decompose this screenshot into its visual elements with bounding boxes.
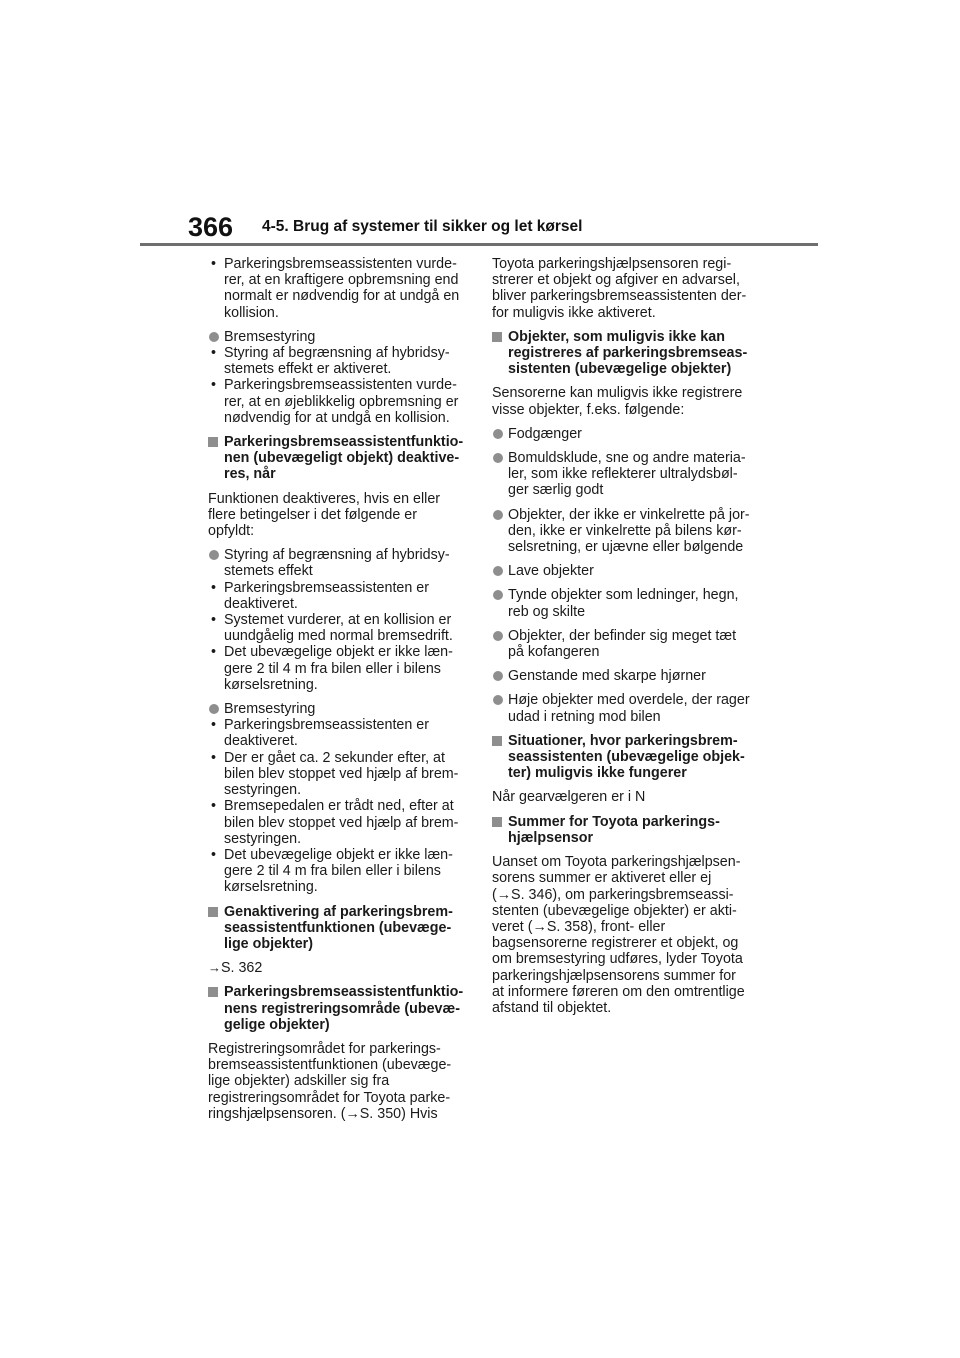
circle-bullet-icon <box>493 429 503 439</box>
dot-item-title: Bremsestyring <box>208 329 476 345</box>
content-block <box>492 385 760 417</box>
square-marker-icon <box>208 437 218 447</box>
circle-bullet-icon <box>209 550 219 560</box>
content-block <box>208 329 476 426</box>
page-number: 366 <box>188 212 234 242</box>
bullet-mark: • <box>211 846 217 863</box>
circle-bullet-icon <box>209 332 219 342</box>
dot-item: Genstande med skarpe hjørner <box>492 668 760 684</box>
content-block <box>208 984 476 1033</box>
dot-item: Tynde objekter som ledninger, hegn, reb og skilte <box>492 587 760 619</box>
dot-item-title: Bremsestyring <box>208 701 476 717</box>
subheading: Situationer, hvor parkeringsbrem- seassistenten (ubevægelige objek- ter) muligvis ikke fungerer <box>492 733 760 782</box>
content-block <box>492 814 760 846</box>
bullet-mark: • <box>211 749 217 766</box>
bullet-item: • Det ubevægelige objekt er ikke læn- gere 2 til 4 m fra bilen eller i bilens kørselsretning. <box>211 644 453 693</box>
content-block <box>492 854 760 1016</box>
bullet-item: • Parkeringsbremseassistenten vurde- rer, at en øjeblikkelig opbremsning er nødvendig for at undgå en kollision. <box>211 377 459 426</box>
content-block <box>208 904 476 953</box>
dot-item: Fodgænger <box>492 426 760 442</box>
square-marker-icon <box>208 907 218 917</box>
bullet-item: • Parkeringsbremseassistenten er deaktiveret. <box>211 579 430 612</box>
content-block <box>208 547 476 693</box>
bullet-item: • Det ubevægelige objekt er ikke læn- gere 2 til 4 m fra bilen eller i bilens kørselsretning. <box>211 846 453 896</box>
bullet-item: • Systemet vurderer, at en kollision er uundgåelig med normal bremsedrift. <box>211 612 453 645</box>
content-block <box>492 256 760 321</box>
bullet-mark: • <box>211 717 217 734</box>
content-block <box>492 587 760 619</box>
dot-item: Objekter, der befinder sig meget tæt på kofangeren <box>492 628 760 660</box>
section-title: 4-5. Brug af systemer til sikker og let kørsel <box>262 218 583 235</box>
content-block <box>492 426 760 442</box>
page-reference: →S. 362 <box>208 960 263 977</box>
bullet-mark: • <box>211 612 217 629</box>
content-block <box>208 434 476 483</box>
content-block <box>208 701 476 895</box>
bullet-mark: • <box>211 345 217 362</box>
content-block <box>492 329 760 378</box>
paragraph: Registreringsområdet for parkerings- bremseassistentfunktionen (ubevæge- lige objekter) adskiller sig fra registreringsområdet for Toyota parke- ringshjælpsensoren. (→S. 350) Hvis <box>208 1040 452 1122</box>
paragraph: Sensorerne kan muligvis ikke registrere visse objekter, f.eks. følgende: <box>492 385 743 418</box>
dot-item-title: Styring af begrænsning af hybridsy- stemets effekt <box>208 547 476 579</box>
dot-item: Høje objekter med overdele, der rager udad i retning mod bilen <box>492 692 760 724</box>
paragraph: Toyota parkeringshjælpsensoren regi- strerer et objekt og afgiver en advarsel, bliver parkeringsbremseassistenten der- for muligvis ikke aktiveret. <box>492 256 747 321</box>
square-marker-icon <box>492 817 502 827</box>
bullet-mark: • <box>211 377 217 394</box>
content-block <box>492 450 760 499</box>
content-block <box>492 789 760 805</box>
arrow-right-icon: → <box>208 960 221 976</box>
dot-item: Bomuldsklude, sne og andre materia- ler, som ikke reflekterer ultralydsbøl- ger særlig godt <box>492 450 760 499</box>
content-block <box>492 507 760 556</box>
circle-bullet-icon <box>493 671 503 681</box>
subheading: Genaktivering af parkeringsbrem- seassistentfunktionen (ubevæge- lige objekter) <box>208 904 476 953</box>
circle-bullet-icon <box>493 590 503 600</box>
bullet-item: • Parkeringsbremseassistenten er deaktiveret. <box>211 717 430 750</box>
bullet-item: • Der er gået ca. 2 sekunder efter, at bilen blev stoppet ved hjælp af brem- sestyringen. <box>211 749 459 799</box>
content-block <box>208 1041 476 1122</box>
content-block <box>208 960 476 976</box>
content-block <box>492 668 760 684</box>
bullet-item: • Parkeringsbremseassistenten vurde- rer, at en kraftigere opbremsning end normalt er nødvendig for at undgå en kollision. <box>211 256 460 321</box>
circle-bullet-icon <box>209 704 219 714</box>
circle-bullet-icon <box>493 631 503 641</box>
content-block <box>492 692 760 724</box>
square-marker-icon <box>492 332 502 342</box>
content-block <box>492 628 760 660</box>
paragraph: Når gearvælgeren er i N <box>492 789 646 806</box>
subheading: Objekter, som muligvis ikke kan registreres af parkeringsbremseas- sistenten (ubevægelige objekter) <box>492 329 760 378</box>
paragraph: Uanset om Toyota parkeringshjælpsen- sorens summer er aktiveret eller ej (→S. 346), om parkeringsbremseassi- stenten (ubevægelige objekter) er akti- veret (→S. 358), front- eller bagsensorerne registrerer et objekt, og om bremsestyring udføres, lyder Toyota parkeringshjælpsensorens summer for at informere føreren om den omtrentlige afstand til objektet. <box>492 854 745 1016</box>
dot-item: Lave objekter <box>492 563 760 579</box>
subheading: Summer for Toyota parkerings- hjælpsensor <box>492 814 760 846</box>
paragraph: Funktionen deaktiveres, hvis en eller flere betingelser i det følgende er opfyldt: <box>208 490 441 540</box>
subheading: Parkeringsbremseassistentfunktio- nen (ubevægeligt objekt) deaktive- res, når <box>208 434 476 483</box>
bullet-mark: • <box>211 644 217 661</box>
content-block <box>208 491 476 540</box>
circle-bullet-icon <box>493 695 503 705</box>
header-divider <box>140 243 818 246</box>
bullet-mark: • <box>211 256 217 272</box>
circle-bullet-icon <box>493 510 503 520</box>
subheading: Parkeringsbremseassistentfunktio- nens registreringsområde (ubevæ- gelige objekter) <box>208 984 476 1033</box>
square-marker-icon <box>492 736 502 746</box>
page-header <box>0 0 960 250</box>
content-block <box>208 256 476 321</box>
circle-bullet-icon <box>493 566 503 576</box>
dot-item: Objekter, der ikke er vinkelrette på jor- den, ikke er vinkelrette på bilens kør- selsretning, er ujævne eller bølgende <box>492 507 760 556</box>
square-marker-icon <box>208 987 218 997</box>
content-block <box>492 733 760 782</box>
bullet-item: • Bremsepedalen er trådt ned, efter at bilen blev stoppet ved hjælp af brem- sestyringen. <box>211 798 459 847</box>
right-column <box>492 256 760 1024</box>
content-block <box>492 563 760 579</box>
bullet-item: • Styring af begrænsning af hybridsy- stemets effekt er aktiveret. <box>211 345 450 378</box>
circle-bullet-icon <box>493 453 503 463</box>
left-column <box>208 256 476 1130</box>
bullet-mark: • <box>211 798 217 815</box>
bullet-mark: • <box>211 579 217 596</box>
